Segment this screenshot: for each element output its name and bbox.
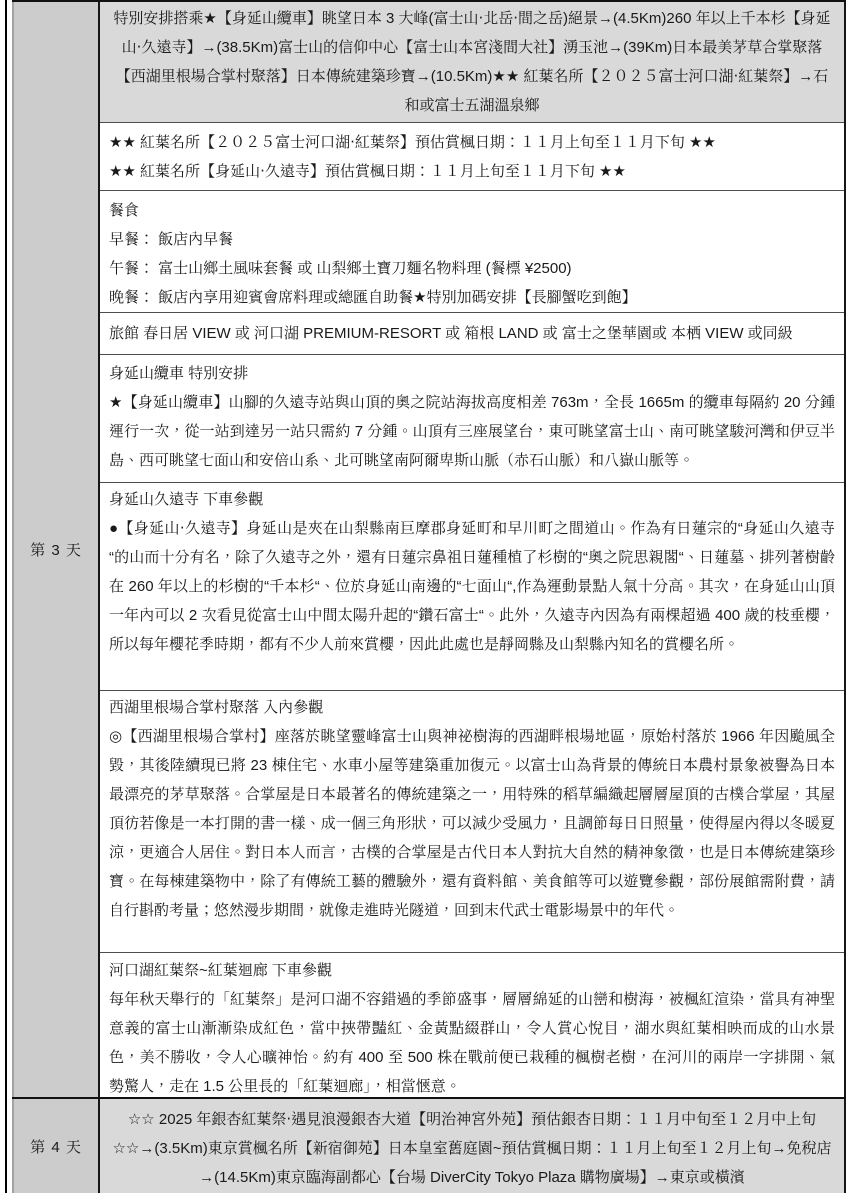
day-4-label: 第 4 天 bbox=[30, 1138, 82, 1156]
meals-title: 餐食 bbox=[109, 202, 140, 219]
section-body: 每年秋天舉行的「紅葉祭」是河口湖不容錯過的季節盛事，層層綿延的山巒和樹海，被楓紅渲染，當具有神聖意義的富士山漸漸染成紅色，當中挾帶豔紅、金黃點綴群山，令人賞心悅目，湖水與紅葉相映而成的山水景色，美不勝收，令人心曠神怡。約有 400 至 500 株在戰前便已栽種的楓樹老樹，在河川的兩岸一字排開、氣勢驚人，走在 1.5 公里長的「紅葉迴廊」，相當愜意。 bbox=[109, 991, 835, 1095]
section-kuonji-temple bbox=[100, 482, 844, 690]
maple-season-block bbox=[100, 122, 844, 190]
day-3-route-summary: 特別安排搭乘★【身延山纜車】眺望日本 3 大峰(富士山‧北岳‧間之岳)絕景→(4.5Km)260 年以上千本杉【身延山‧久遠寺】→(38.5Km)富士山的信仰中心【富士山本宮淺間大社】湧玉池→(39Km)日本最美茅草合掌聚落【西湖里根場合掌村聚落】日本傳統建築珍寶→(10.5Km)★★ 紅葉名所【２０２５富士河口湖‧紅葉祭】→石和或富士五湖溫泉鄉 bbox=[113, 10, 831, 114]
section-body: ★【身延山纜車】山腳的久遠寺站與山頂的奧之院站海拔高度相差 763m，全長 1665m 的纜車每隔約 20 分鍾運行一次，從一站到達另一站只需約 7 分鍾。山頂有三座展望台，東可眺望富士山、南可眺望駿河灣和伊豆半島、西可眺望七面山和安倍山系、北可眺望南阿爾卑斯山脈（赤石山脈）和八嶽山脈等。 bbox=[109, 394, 835, 469]
section-cable-car bbox=[100, 354, 844, 482]
meal-lunch: 午餐： 富士山鄉土風味套餐 或 山梨鄉土寶刀麵名物料理 (餐標 ¥2500) bbox=[109, 260, 572, 277]
section-momiji-corridor bbox=[100, 952, 844, 1097]
day-3-row bbox=[12, 2, 846, 1099]
section-title: 西湖里根場合掌村聚落 入內參觀 bbox=[109, 699, 324, 716]
meal-dinner: 晚餐： 飯店內享用迎賓會席料理或總匯自助餐★特別加碼安排【長腳蟹吃到飽】 bbox=[109, 289, 637, 306]
maple-note-line: ★★ 紅葉名所【身延山‧久遠寺】預估賞楓日期：１１月上旬至１１月下旬 ★★ bbox=[109, 163, 626, 180]
day-3-label-cell bbox=[12, 2, 100, 1097]
meals-block bbox=[100, 190, 844, 312]
page-left-border bbox=[5, 0, 7, 1193]
hotel-block bbox=[100, 312, 844, 354]
maple-note-line: ★★ 紅葉名所【２０２５富士河口湖‧紅葉祭】預估賞楓日期：１１月上旬至１１月下旬 ★★ bbox=[109, 134, 716, 151]
itinerary-table bbox=[12, 0, 846, 1193]
day-3-content-cell bbox=[100, 2, 846, 1097]
section-body: ●【身延山‧久遠寺】身延山是夾在山梨縣南巨摩郡身延町和早川町之間道山。作為有日蓮宗的“身延山久遠寺“的山而十分有名，除了久遠寺之外，還有日蓮宗鼻祖日蓮種植了杉樹的“奧之院思親閣“、日蓮墓、排列著樹齡在 260 年以上的杉樹的“千本杉“、位於身延山南邊的“七面山“,作為運動景點人氣十分高。其次，在身延山山頂一年內可以 2 次看見從富士山中間太陽升起的“鑽石富士“。此外，久遠寺內因為有兩棵超過 400 歲的枝垂櫻，所以每年櫻花季時期，都有不少人前來賞櫻，因此此處也是靜岡縣及山梨縣內知名的賞櫻名所。 bbox=[109, 520, 835, 653]
section-title: 身延山久遠寺 下車參觀 bbox=[109, 491, 264, 508]
hotel-line: 旅館 春日居 VIEW 或 河口湖 PREMIUM-RESORT 或 箱根 LAND 或 富士之堡華園或 本栖 VIEW 或同級 bbox=[109, 325, 793, 342]
day-3-route-summary-block bbox=[100, 2, 844, 122]
section-saiko-village bbox=[100, 690, 844, 952]
day-4-content-cell bbox=[100, 1099, 846, 1193]
section-title: 河口湖紅葉祭~紅葉迴廊 下車參觀 bbox=[109, 962, 332, 979]
day-4-label-cell bbox=[12, 1099, 100, 1193]
day-3-label: 第 3 天 bbox=[30, 542, 82, 559]
section-body: ◎【西湖里根場合掌村】座落於眺望靈峰富士山與神祕樹海的西湖畔根場地區，原始村落於 1966 年因颱風全毀，其後陸續現已將 23 棟住宅、水車小屋等建築重加復元。以富士山為背景的傳統日本農村景象被譽為日本最漂亮的茅草聚落。合掌屋是日本最著名的傳統建築之一，用特殊的稻草編織起層層屋頂的古樸合掌屋，其屋頂彷若像是一本打開的書一樣、成一個三角形狀，可以減少受風力，且調節每日日照量，使得屋內得以冬暖夏涼，更適合人居住。對日本人而言，古樸的合掌屋是古代日本人對抗大自然的精神象徵，也是日本傳統建築珍寶。在每棟建築物中，除了有傳統工藝的體驗外，還有資料館、美食館等可以遊覽參觀，部份展館需附費，請自行斟酌考量；悠然漫步期間，就像走進時光隧道，回到末代武士電影場景中的年代。 bbox=[109, 728, 835, 919]
day-4-row bbox=[12, 1099, 846, 1193]
section-title: 身延山纜車 特別安排 bbox=[109, 365, 249, 382]
day-4-route-summary: ☆☆ 2025 年銀杏紅葉祭‧遇見浪漫銀杏大道【明治神宮外苑】預估銀杏日期：１１月中旬至１２月中上旬 ☆☆→(3.5Km)東京賞楓名所【新宿御苑】日本皇室舊庭園~預估賞楓日期：１１月上旬至１２月上旬→免稅店→(14.5Km)東京臨海副都心【台場 DiverCity Tokyo Plaza 購物廣場】→東京或橫濱 bbox=[100, 1099, 844, 1193]
meal-breakfast: 早餐： 飯店內早餐 bbox=[109, 231, 234, 248]
